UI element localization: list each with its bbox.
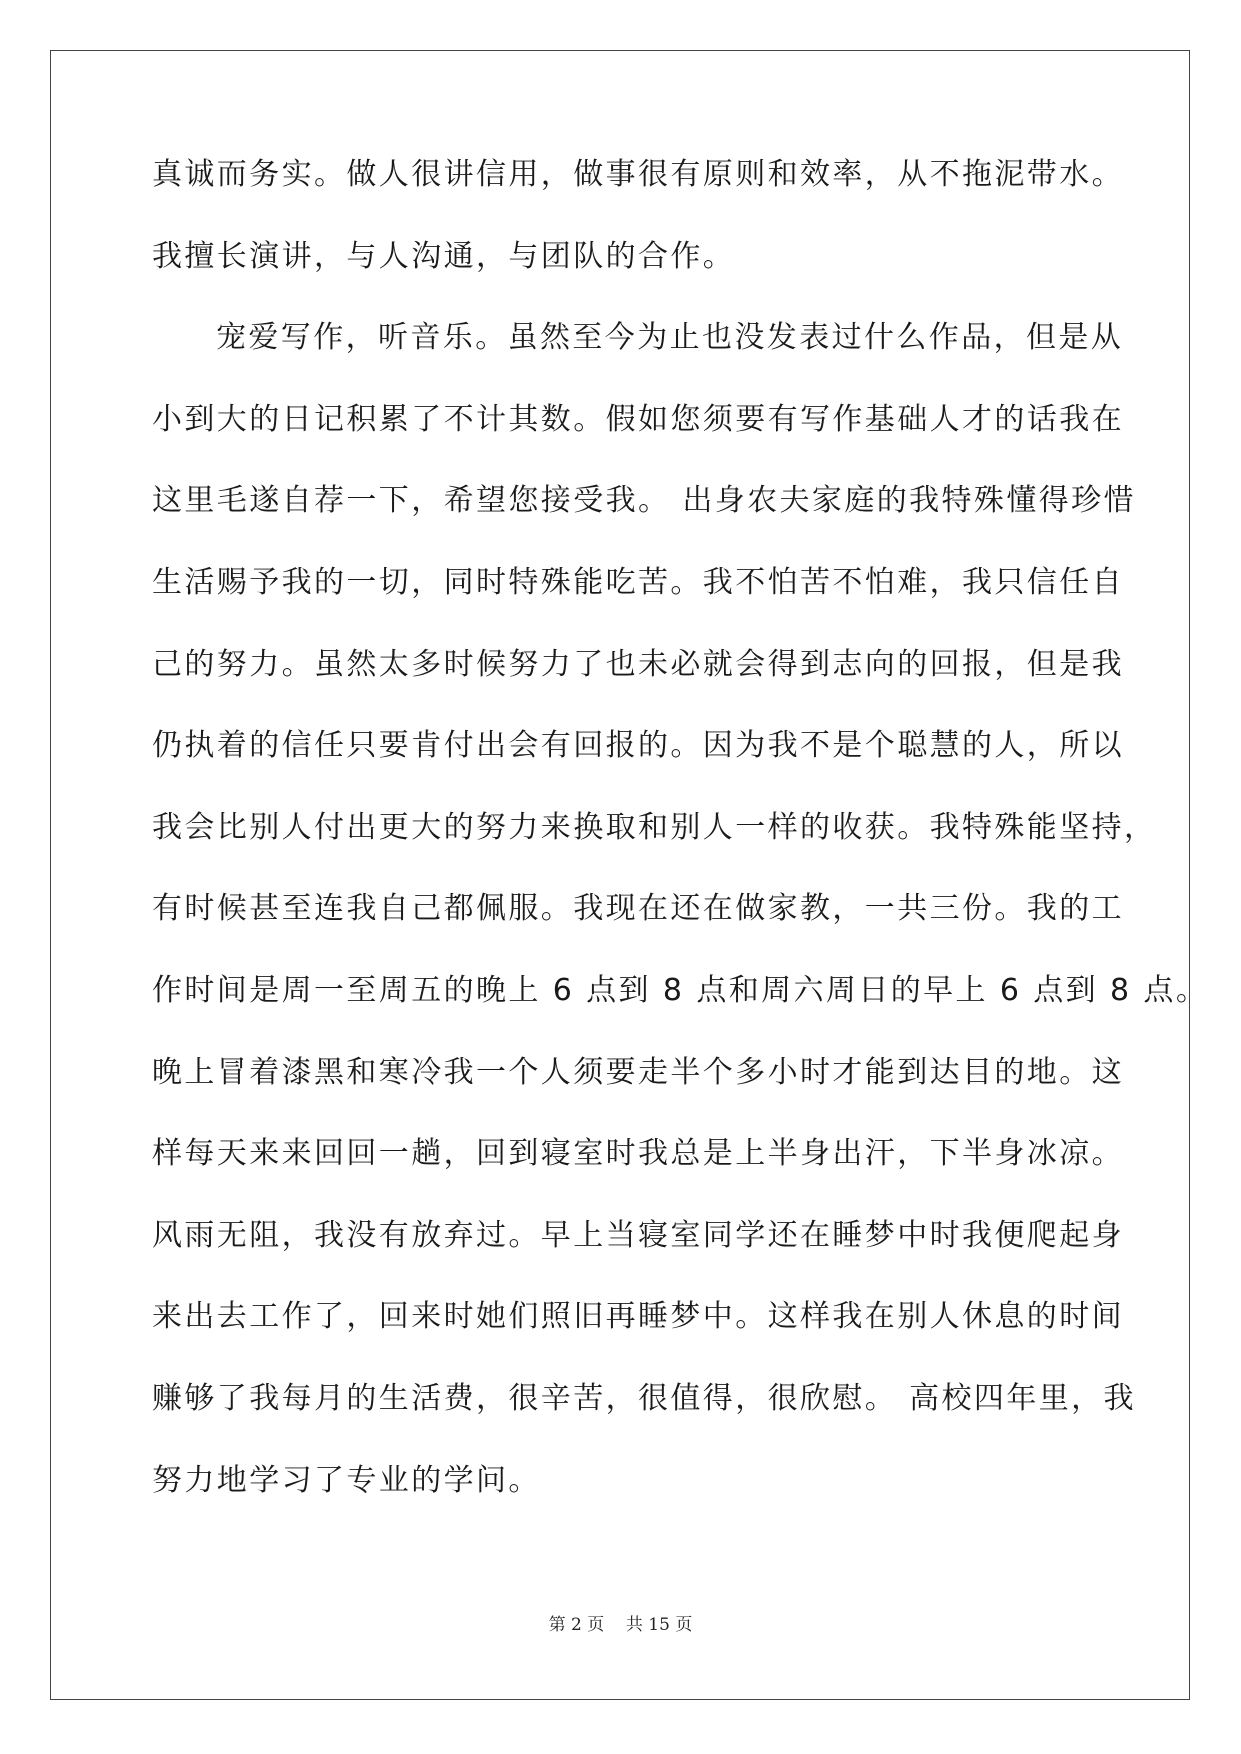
text-line: 努力地学习了专业的学问。 <box>152 1462 541 1498</box>
text-line: 这里毛遂自荐一下，希望您接受我。 出身农夫家庭的我特殊懂得珍惜 <box>152 483 1136 519</box>
text-line: 宠爱写作，听音乐。虽然至今为止也没发表过什么作品，但是从 <box>216 320 1124 356</box>
text-line: 晚上冒着漆黑和寒冷我一个人须要走半个多小时才能到达目的地。这 <box>152 1054 1124 1090</box>
text-line: 样每天来来回回一趟，回到寝室时我总是上半身出汗，下半身冰凉。 <box>152 1136 1124 1172</box>
text-line: 我擅长演讲，与人沟通，与团队的合作。 <box>152 238 736 274</box>
text-line: 风雨无阻，我没有放弃过。早上当寝室同学还在睡梦中时我便爬起身 <box>152 1217 1124 1253</box>
text-line: 来出去工作了，回来时她们照旧再睡梦中。这样我在别人休息的时间 <box>152 1299 1124 1335</box>
text-line: 作时间是周一至周五的晚上 6 点到 8 点和周六周日的早上 6 点到 8 点。 <box>152 972 1209 1008</box>
text-line: 仍执着的信任只要肯付出会有回报的。因为我不是个聪慧的人，所以 <box>152 728 1124 764</box>
text-line: 赚够了我每月的生活费，很辛苦，很值得，很欣慰。 高校四年里，我 <box>152 1380 1136 1416</box>
page-number-footer: 第 2 页 共 15 页 <box>548 1615 693 1635</box>
text-line: 小到大的日记积累了不计其数。假如您须要有写作基础人才的话我在 <box>152 401 1124 437</box>
text-line: 生活赐予我的一切，同时特殊能吃苦。我不怕苦不怕难，我只信任自 <box>152 564 1124 600</box>
text-line: 己的努力。虽然太多时候努力了也未必就会得到志向的回报，但是我 <box>152 646 1124 682</box>
document-body <box>152 157 1209 1547</box>
text-line: 我会比别人付出更大的努力来换取和别人一样的收获。我特殊能坚持， <box>152 809 1157 845</box>
text-line: 真诚而务实。做人很讲信用，做事很有原则和效率，从不拖泥带水。 <box>152 157 1124 192</box>
text-line: 有时候甚至连我自己都佩服。我现在还在做家教，一共三份。我的工 <box>152 891 1124 927</box>
